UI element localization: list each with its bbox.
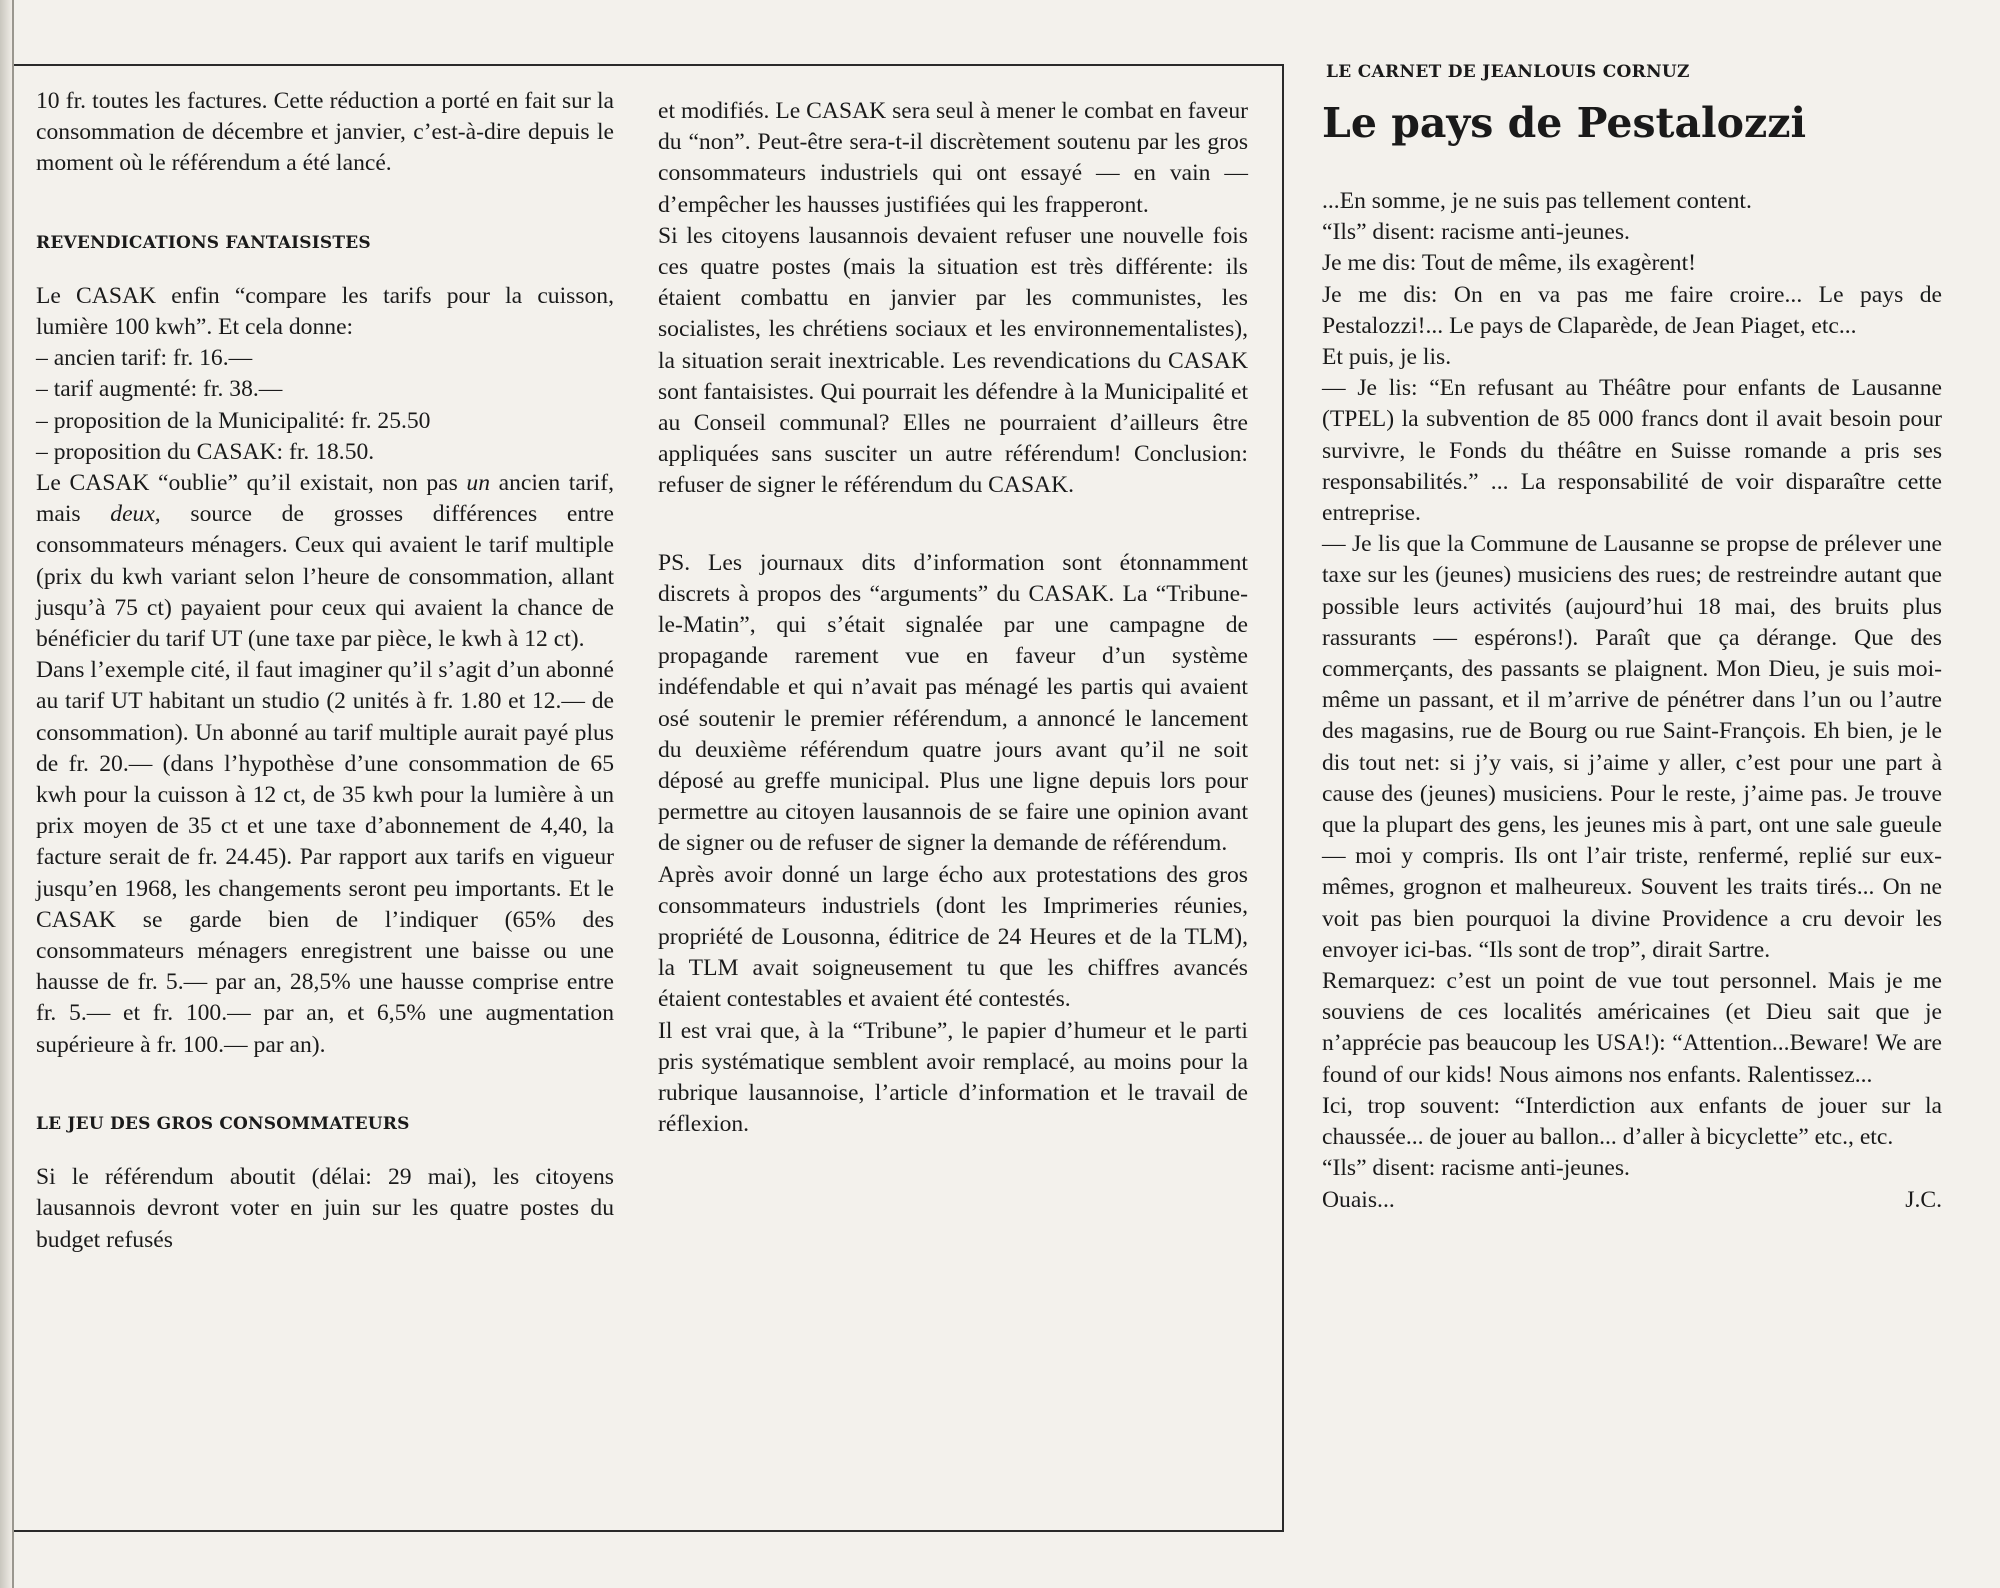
paragraph-oublie — [36, 468, 614, 655]
subhead-jeu: LE JEU DES GROS CONSOMMATEURS — [36, 1113, 410, 1134]
tariff-list-item: – tarif augmenté: fr. 38.— — [36, 376, 283, 403]
carnet-line: Et puis, je lis. — [1322, 344, 1452, 371]
signature: J.C. — [1905, 1186, 1942, 1213]
text-run: source de grosses différences entre consommateurs ménagers. Ceux qui avaient le tarif multiple (prix du kwh variant selon l’heure de consommation, allant jusqu’à 75 ct) payaient pour ceux qui avaient la chance de bénéficier du tarif UT (une taxe par pièce, le kwh à 12 ct). — [36, 501, 614, 653]
carnet-line: Remarquez: c’est un point de vue tout personnel. Mais je me souviens de ces localités américaines (et Dieu sait que je n’apprécie pas beaucoup les USA!): “Attention...Beware! We are found of our kids! Nous aimons nos enfants. Ralentissez... — [1322, 968, 1942, 1088]
article-column-1 — [36, 86, 614, 1256]
paragraph-citoyens: Si les citoyens lausannois devaient refuser une nouvelle fois ces quatre postes (mais la situation est très différente: ils étaient combattu en janvier par les communistes, les socialistes, les chrétiens sociaux et les environnementalistes), la situation serait inextricable. Les revendications du CASAK sont fantaisistes. Qui pourrait les défendre à la Municipalité et au Conseil communal? Elles ne pourraient d’ailleurs être appliquées sans susciter un autre référendum! Conclusion: refuser de signer le référendum du CASAK. — [658, 222, 1248, 499]
scan-edge — [0, 0, 12, 1588]
tariff-list-item: – proposition de la Municipalité: fr. 25.50 — [36, 407, 431, 434]
carnet-line: “Ils” disent: racisme anti-jeunes. — [1322, 219, 1630, 246]
paragraph-tribune: Il est vrai que, à la “Tribune”, le papier d’humeur et le parti pris systématique semblent avoir remplacé, au moins pour la rubrique lausannoise, l’article d’information et le travail de réflexion. — [658, 1017, 1248, 1138]
paragraph-referendum: Si le référendum aboutit (délai: 29 mai), les citoyens lausannois devront voter en juin sur les quatre postes du budget refusés — [36, 1164, 614, 1253]
carnet-line: ...En somme, je ne suis pas tellement content. — [1322, 188, 1752, 214]
column-kicker: LE CARNET DE JEANLOUIS CORNUZ — [1326, 62, 1690, 82]
carnet-line: Je me dis: On en va pas me faire croire... Le pays de Pestalozzi!... Le pays de Claparède, de Jean Piaget, etc... — [1322, 281, 1942, 339]
closing-text: Ouais... — [1322, 1186, 1395, 1213]
tariff-list-item: – ancien tarif: fr. 16.— — [36, 345, 253, 372]
paragraph-casak: Le CASAK enfin “compare les tarifs pour la cuisson, lumière 100 kwh”. Et cela donne: — [36, 282, 614, 341]
emphasis-deux: deux, — [110, 501, 161, 528]
closing-line — [1322, 1185, 1942, 1216]
text-run: Le CASAK “oublie” qu’il existait, non pas — [36, 470, 458, 497]
article-column-2 — [658, 96, 1248, 1141]
paragraph-exemple: Dans l’exemple cité, il faut imaginer qu’il s’agit d’un abonné au tarif UT habitant un studio (2 unités à fr. 1.80 et 12.— de consommation). Un abonné au tarif multiple aurait payé plus de fr. 20.— (dans l’hypothèse d’une consommation de 65 kwh pour la cuisson à 12 ct, de 35 kwh pour la lumière à un prix moyen de 35 ct et une taxe d’abonnement de 4,40, la facture serait de fr. 24.45). Par rapport aux tarifs en vigueur jusqu’en 1968, les changements seront peu importants. Et le CASAK se garde bien de l’indiquer (65% des consommateurs ménagers enregistrent une baisse ou une hausse de fr. 5.— par an, 28,5% une hausse comprise entre fr. 5.— et fr. 100.— par an, et 6,5% une augmentation supérieure à fr. 100.— par an). — [36, 657, 614, 1058]
carnet-line: — Je lis: “En refusant au Théâtre pour enfants de Lausanne (TPEL) la subvention de 85 000 francs dont il avait besoin pour survivre, le Fonds du théâtre en Suisse romande a pris ses responsabilités.” ... La responsabilité de voir disparaître cette entreprise. — [1322, 375, 1942, 527]
carnet-line: — Je lis que la Commune de Lausanne se propse de prélever une taxe sur les (jeunes) musiciens des rues; de restreindre autant que possible leurs activités (aujourd’hui 18 mai, des bruits plus rassurants — espérons!). Paraît que ça dérange. Que des commerçants, des passants se plaignent. Mon Dieu, je suis moi-même un passant, et il m’arrive de pénétrer dans l’un ou l’autre des magasins, rue de Bourg ou rue Saint-François. Eh bien, je le dis tout net: si j’y vais, si j’aime y aller, c’est pour une part à cause des (jeunes) musiciens. Pour le reste, j’aime pas. Je trouve que la plupart des gens, les jeunes mis à part, ont une sale gueule — moi y compris. Ils ont l’air triste, renfermé, replié sur eux-mêmes, grognon et malheureux. Souvent les traits tirés... On ne voit pas bien pourquoi la divine Providence a cru devoir les envoyer ici-bas. “Ils sont de trop”, dirait Sartre. — [1322, 531, 1942, 963]
paragraph-echo: Après avoir donné un large écho aux protestations des gros consommateurs industriels (dont les Imprimeries réunies, propriété de Lousonna, éditrice de 24 Heures et de la TLM), la TLM avait soigneusement tu que les chiffres avancés étaient contestables et avaient été contestés. — [658, 861, 1248, 1013]
carnet-line: Ici, trop souvent: “Interdiction aux enfants de jouer sur la chaussée... de jouer au ballon... d’aller à bicyclette” etc., etc. — [1322, 1092, 1942, 1151]
paragraph-modifies: et modifiés. Le CASAK sera seul à mener le combat en faveur du “non”. Peut-être sera-t-il discrètement soutenu par les gros consommateurs industriels qui ont essayé — en vain — d’empêcher les hausses justifiées qui les frapperont. — [658, 98, 1248, 218]
paragraph-intro: 10 fr. toutes les factures. Cette réduction a porté en fait sur la consommation de décembre et janvier, c’est-à-dire depuis le moment où le référendum a été lancé. — [36, 88, 614, 177]
carnet-line: Je me dis: Tout de même, ils exagèrent! — [1322, 250, 1696, 277]
headline: Le pays de Pestalozzi — [1322, 99, 1807, 147]
article-column-3 — [1322, 186, 1942, 1216]
paragraph-ps: PS. Les journaux dits d’information sont étonnamment discrets à propos des “arguments” du CASAK. La “Tribune-le-Matin”, qui s’était signalée par une campagne de propagande rarement vue en faveur d’un système indéfendable et qui n’avait pas ménagé les partis qui avaient osé soutenir le premier référendum, a annoncé le lancement du deuxième référendum quatre jours avant qu’il ne soit déposé au greffe municipal. Plus une ligne depuis lors pour permettre au citoyen lausannois de se faire une opinion avant de signer ou de refuser de signer la demande de référendum. — [658, 549, 1248, 857]
text-run: ancien tarif, mais — [36, 470, 614, 528]
emphasis-un: un — [466, 470, 491, 497]
carnet-line: “Ils” disent: racisme anti-jeunes. — [1322, 1155, 1630, 1182]
tariff-list-item: – proposition du CASAK: fr. 18.50. — [36, 438, 375, 465]
subhead-revendications: REVENDICATIONS FANTAISISTES — [36, 232, 371, 253]
